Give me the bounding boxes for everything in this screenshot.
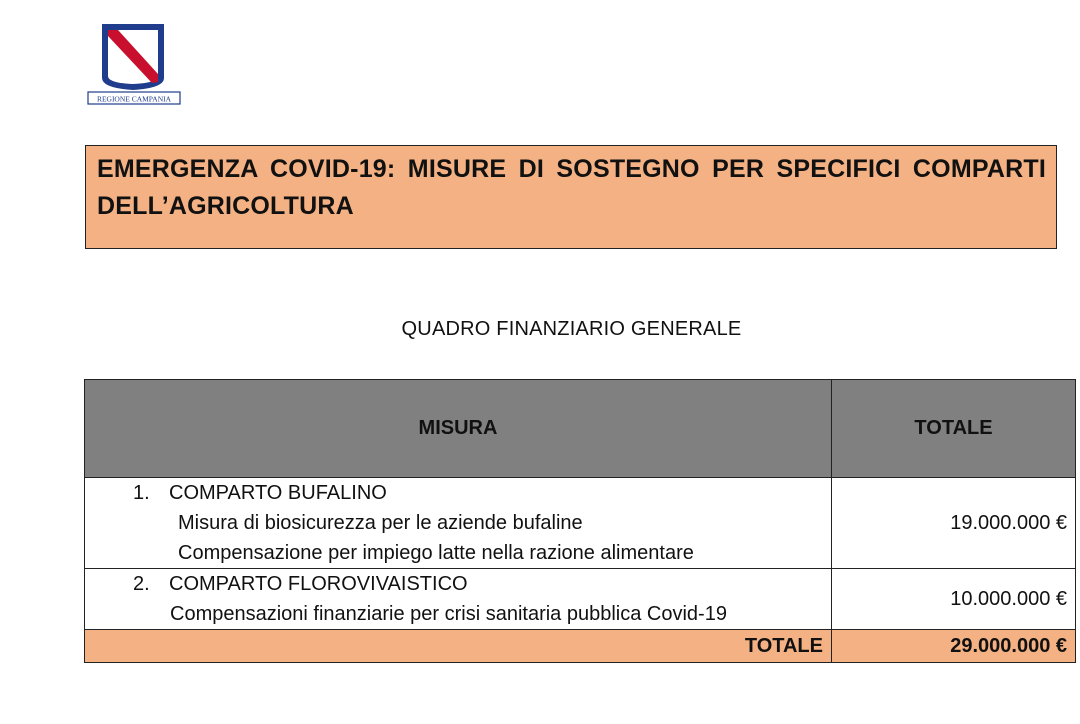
document-title: EMERGENZA COVID-19: MISURE DI SOSTEGNO PER SPECIFICI COMPARTI DELL’AGRICOLTURA [97,155,1046,220]
row-detail: Compensazioni finanziarie per crisi sanitaria pubblica Covid-19 [170,603,727,625]
row-amount: 10.000.000 € [832,569,1076,630]
table-row [85,478,1076,569]
table-caption: QUADRO FINANZIARIO GENERALE [401,318,742,340]
row-title: COMPARTO BUFALINO [169,482,387,504]
header-measure: MISURA [85,380,832,478]
row-number: 2. [133,573,150,595]
total-label: TOTALE [85,630,832,663]
row-amount: 19.000.000 € [832,478,1076,569]
header-total: TOTALE [832,380,1076,478]
measure-cell [85,569,832,630]
row-title: COMPARTO FLOROVIVAISTICO [169,573,468,595]
row-detail: Misura di biosicurezza per le aziende bufaline [178,512,583,534]
table-row [85,569,1076,630]
row-detail: Compensazione per impiego latte nella razione alimentare [178,542,694,564]
row-number: 1. [133,482,150,504]
total-row [85,630,1076,663]
measure-cell [85,478,832,569]
table-header-row [85,380,1076,478]
title-banner [85,145,1057,249]
svg-text:REGIONE CAMPANIA: REGIONE CAMPANIA [96,94,172,104]
financial-table [84,379,1076,663]
total-amount: 29.000.000 € [832,630,1076,663]
regione-campania-logo [86,22,182,108]
